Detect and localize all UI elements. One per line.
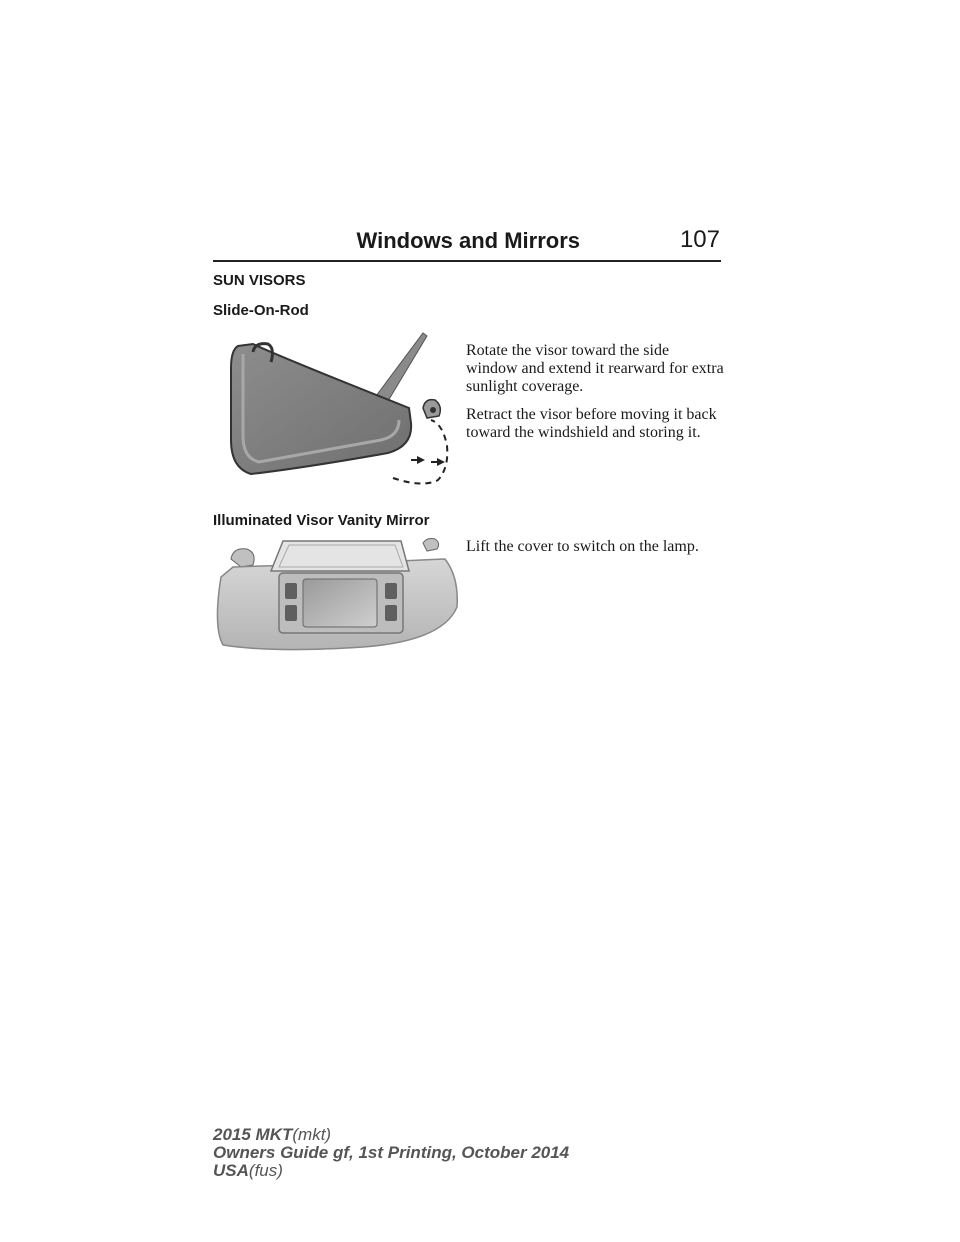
slide-on-rod-paragraph-2: Retract the visor before moving it back toward the windshield and storing it.	[466, 406, 717, 441]
header-divider	[213, 260, 721, 262]
page-number: 107	[679, 226, 720, 253]
slide-on-rod-paragraph-1: Rotate the visor toward the side window and extend it rearward for extra sunlight coverage.	[466, 342, 724, 395]
footer-model-code: (mkt)	[292, 1125, 332, 1144]
sun-visor-illustration	[213, 328, 453, 490]
section-heading: SUN VISORS	[213, 272, 306, 289]
vanity-mirror-illustration	[213, 537, 463, 653]
page-footer	[213, 1126, 569, 1180]
footer-market: USA	[213, 1161, 249, 1180]
vanity-mirror-paragraph: Lift the cover to switch on the lamp.	[466, 538, 699, 555]
chapter-title: Windows and Mirrors	[356, 228, 580, 253]
footer-market-code: (fus)	[248, 1161, 283, 1180]
slide-on-rod-heading: Slide-On-Rod	[213, 302, 309, 319]
footer-edition: Owners Guide gf, 1st Printing, October 2014	[213, 1143, 570, 1162]
vanity-mirror-heading: Illuminated Visor Vanity Mirror	[213, 512, 430, 529]
footer-model: 2015 MKT	[213, 1125, 293, 1144]
